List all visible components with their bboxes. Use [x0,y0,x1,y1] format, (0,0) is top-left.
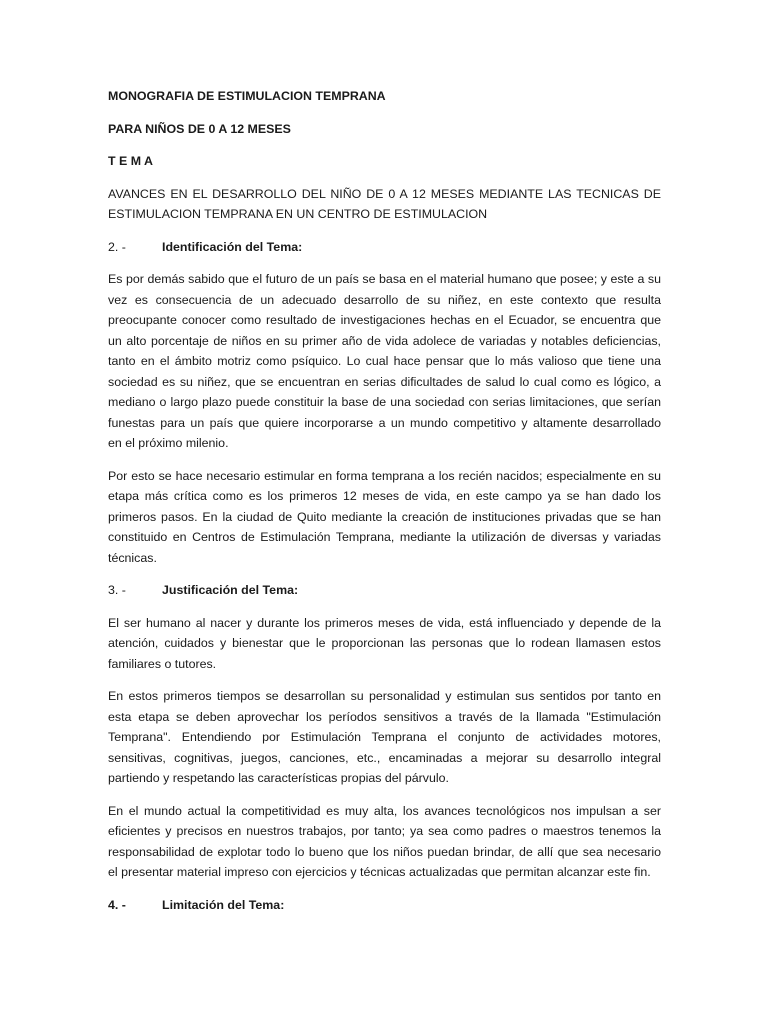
paragraph-line: el presentar material impreso con ejercicios y técnicas actualizadas que permitan alcanzar este fin. [108,865,651,879]
paragraph-line: preocupante conocer como resultado de investigaciones hechas en el Ecuador, se encuentra que [108,313,661,327]
paragraph-line: sensitivas, cognitivas, juegos, canciones, etc., encaminadas a mejorar su desarrollo integral [108,750,661,765]
paragraph-line: en el próximo milenio. [108,436,229,450]
paragraph [108,686,661,789]
document-subtitle: PARA NIÑOS DE 0 A 12 MESES [108,121,291,136]
paragraph-line: tanto en el ámbito motriz como psíquico. Lo cual hace pensar que lo más valioso que tiene una [108,354,661,368]
paragraph-line: etapa más crítica como es los primeros 12 meses de vida, en este campo ya se han dado los [108,489,661,503]
paragraph-line: constituido en Centros de Estimulación Temprana, mediante la utilización de diversas y variadas [108,530,661,544]
paragraph-line: técnicas. [108,550,157,565]
paragraph-line: familiares o tutores. [108,656,217,671]
paragraph-line: Por esto se hace necesario estimular en forma temprana a los recién nacidos; especialmente en su [108,468,661,483]
tema-statement [108,184,661,225]
section-heading-identificacion [108,237,661,258]
tema-line: AVANCES EN EL DESARROLLO DEL NIÑO DE 0 A 12 MESES MEDIANTE LAS TECNICAS DE [108,186,661,201]
paragraph [108,466,661,569]
paragraph-line: vez es consecuencia de un adecuado desarrollo de su niñez, en este contexto que resulta [108,292,661,307]
paragraph-line: mediano o largo plazo puede constituir la base de una sociedad con serias limitaciones, que serían [108,395,661,409]
paragraph-line: sociedad es su niñez, que se encuentran en serias dificultades de salud lo cual como es lógico, a [108,374,661,389]
paragraph-line: responsabilidad de explotar todo lo bueno que los niños puedan brindar, de allí que sea necesario [108,844,661,859]
tema-line: ESTIMULACION TEMPRANA EN UN CENTRO DE ESTIMULACION [108,207,488,221]
paragraph [108,801,661,883]
section-number: 2. - [108,239,126,254]
paragraph-line: primeros pasos. En la ciudad de Quito mediante la creación de instituciones privadas que se han [108,509,661,524]
paragraph [108,269,661,454]
section-title: Identificación del Tema: [162,239,303,254]
document-title: MONOGRAFIA DE ESTIMULACION TEMPRANA [108,89,386,103]
paragraph-line: funestas para un país que quiere incorporarse a un mundo competitivo y altamente desarrollado [108,415,661,430]
paragraph-line: Temprana". Entendiendo por Estimulación Temprana el conjunto de actividades motores, [108,730,661,744]
paragraph-line: eficientes y precisos en nuestros trabajos, por tanto; ya sea como padres o maestros tenemos la [108,824,661,838]
paragraph-line: partiendo y respetando las características propias del párvulo. [108,771,449,785]
section-heading-limitacion [108,895,661,916]
tema-label: T E M A [108,154,153,168]
paragraph-line: esta etapa se deben aprovechar los períodos sensitivos a través de la llamada "Estimulación [108,709,661,724]
section-heading-justificacion [108,580,661,601]
section-title: Limitación del Tema: [162,897,285,912]
paragraph-line: un alto porcentaje de niños en su primer año de vida adolece de variadas y notables deficiencias, [108,333,661,348]
paragraph-line: atención, cuidados y bienestar que le proporcionan las personas que lo rodean llamasen estos [108,636,661,650]
section-number: 4. - [108,897,126,912]
paragraph-line: El ser humano al nacer y durante los primeros meses de vida, está influenciado y depende de la [108,615,661,630]
section-number: 3. - [108,583,126,597]
paragraph-line: Es por demás sabido que el futuro de un país se basa en el material humano que posee; y este a su [108,272,661,286]
document-body [108,86,661,915]
paragraph [108,613,661,675]
section-title: Justificación del Tema: [162,583,299,597]
paragraph-line: En el mundo actual la competitividad es muy alta, los avances tecnológicos nos impulsan a ser [108,803,661,818]
paragraph-line: En estos primeros tiempos se desarrollan su personalidad y estimulan sus sentidos por tanto en [108,689,661,703]
